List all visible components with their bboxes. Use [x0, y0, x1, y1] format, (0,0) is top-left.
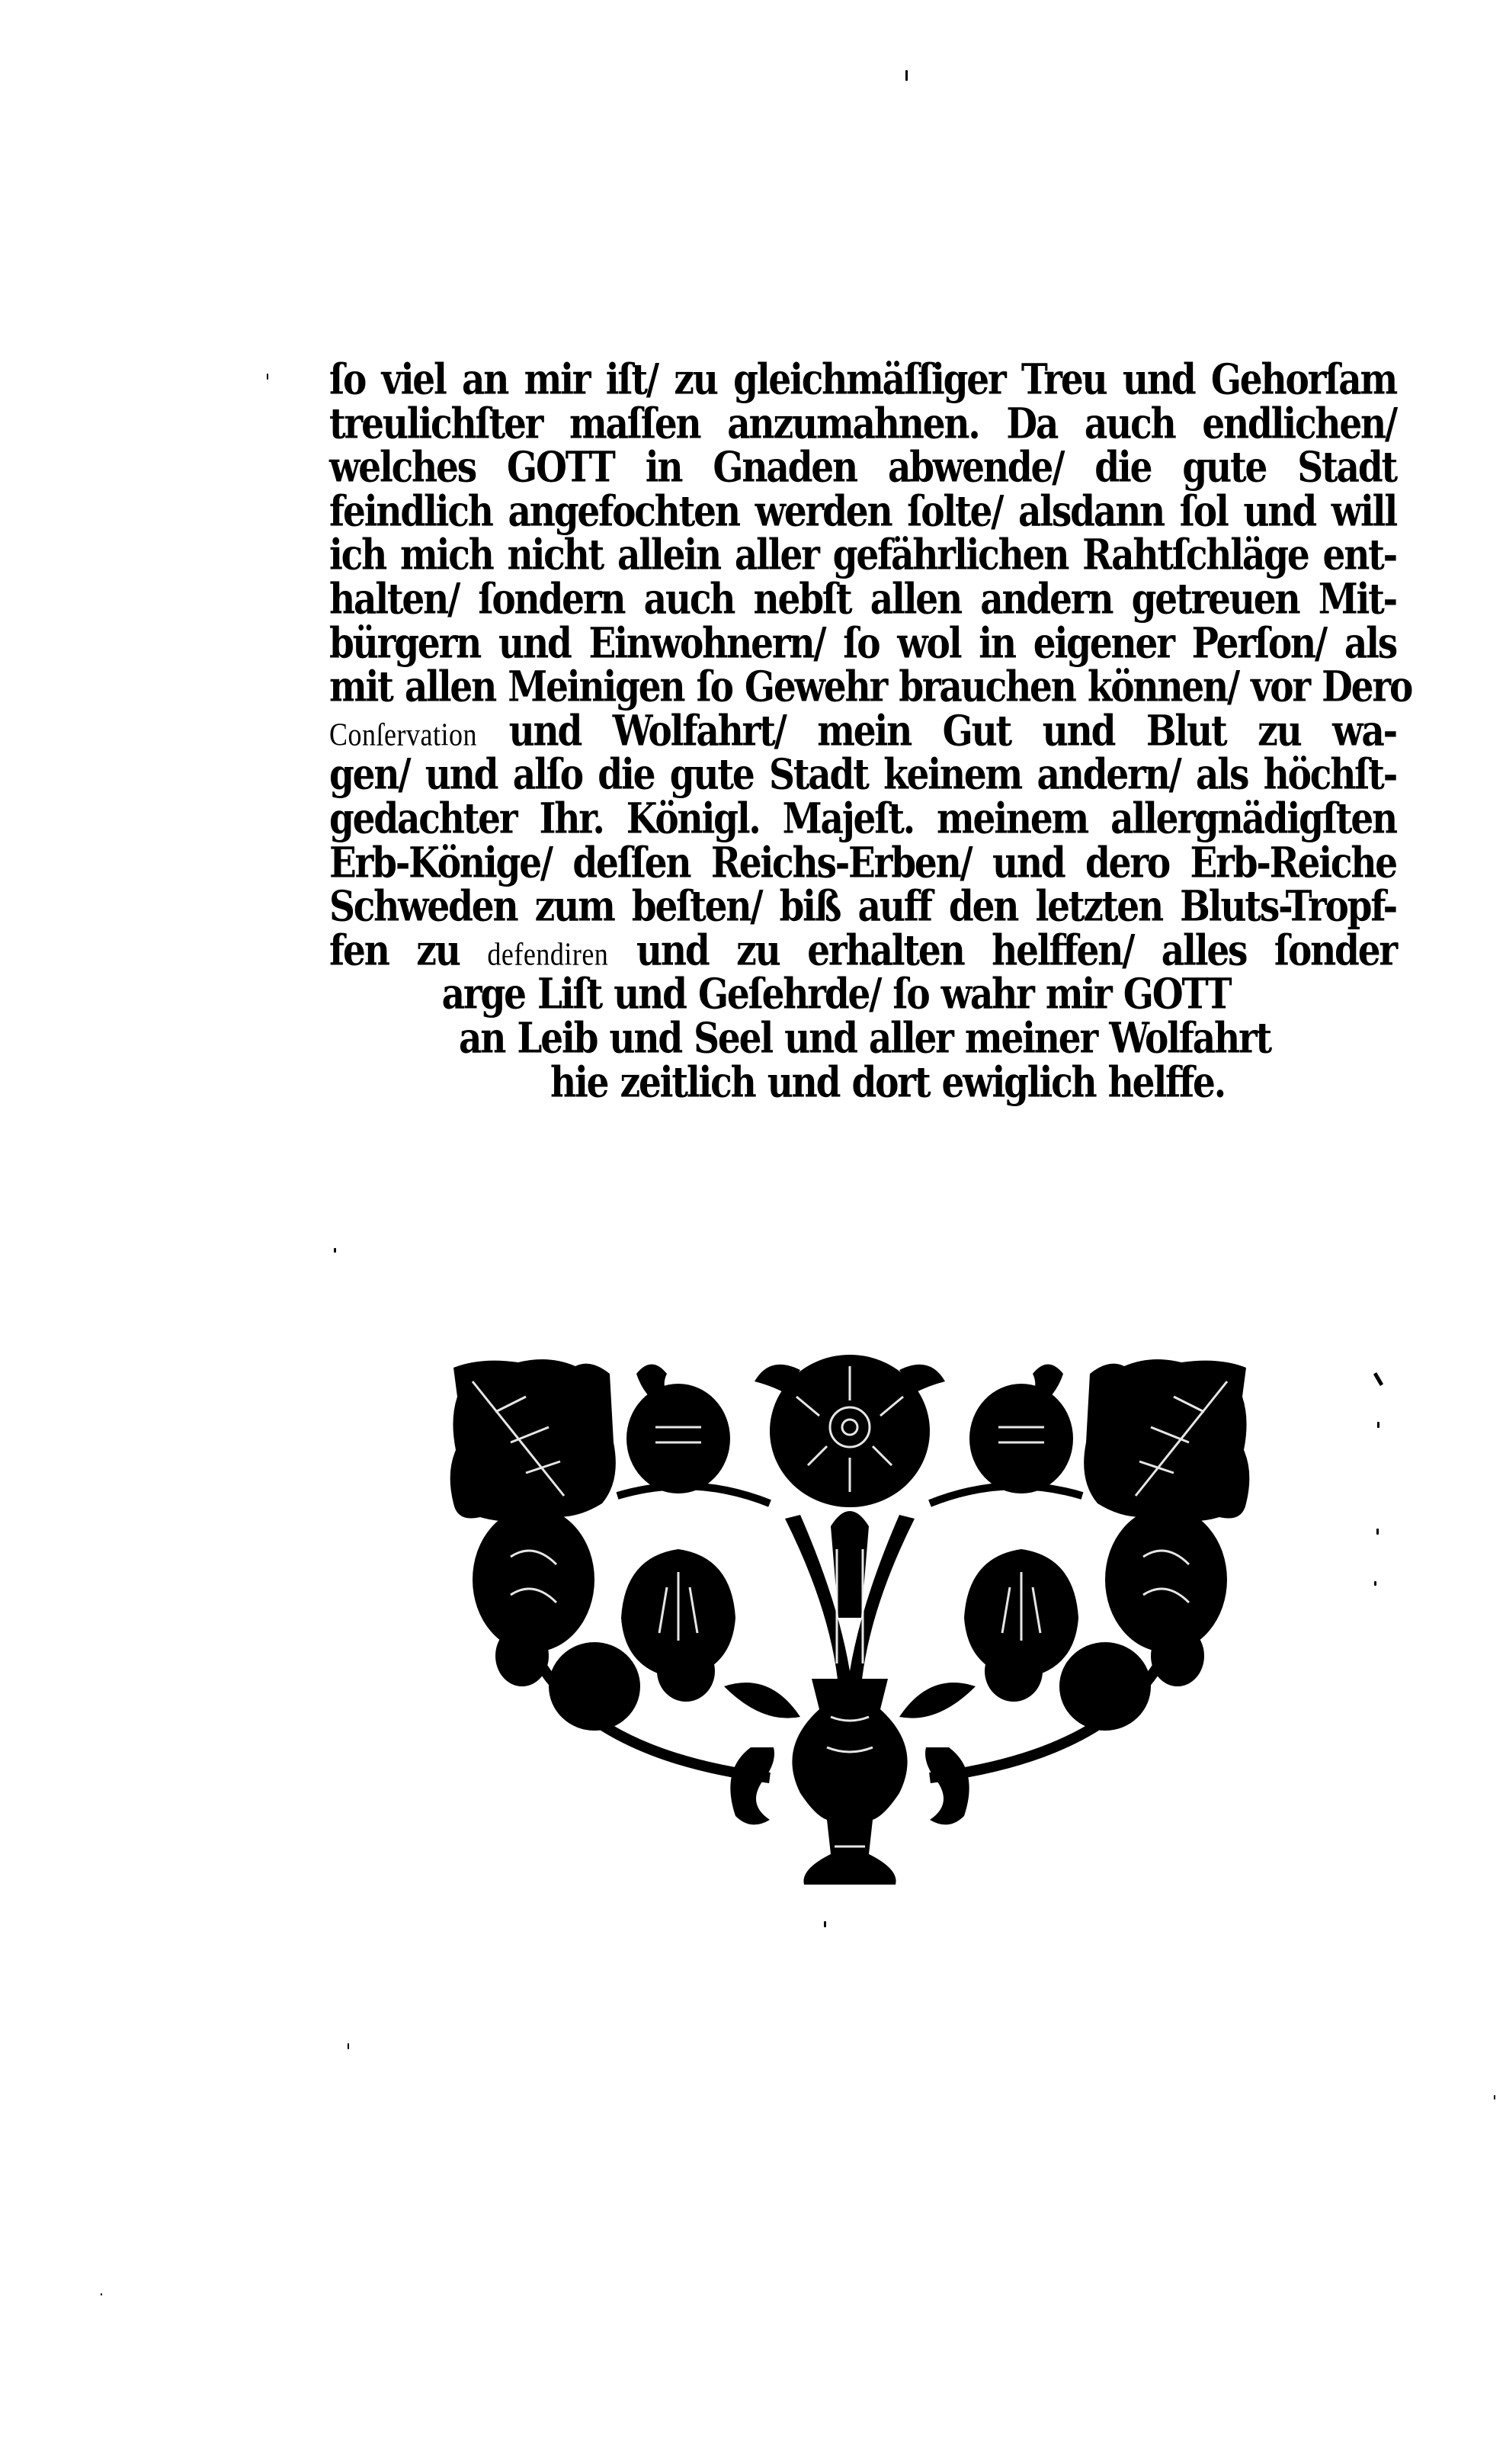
text-line-4: feindlich angefochten werden ſolte/ alsdann ſol und will	[329, 486, 1396, 537]
text-line-15: arge Liſt und Geſehrde/ ſo wahr mir GOTT	[441, 970, 1231, 1020]
scan-speck	[334, 1248, 336, 1253]
text-line-7: bürgern und Einwohnern/ ſo wol in eigener Perſon/ als	[329, 618, 1396, 669]
text-line-6: halten/ ſondern auch nebſt allen andern getreuen Mit-	[329, 574, 1396, 624]
text-line-17: hie zeitlich und dort ewiglich helffe.	[550, 1057, 1225, 1108]
text-line-14-rest: und zu erhalten helffen/ alles ſonder	[608, 926, 1396, 976]
text-line-5: ich mich nicht allein aller gefährlichen Rahtſchläge ent-	[329, 531, 1396, 581]
text-line-16: an Leib und Seel und aller meiner Wolfahrt	[459, 1013, 1271, 1064]
scan-speck	[1377, 1422, 1379, 1428]
scan-speck	[101, 2293, 102, 2296]
antiqua-word: defendiren	[487, 935, 609, 972]
text-line-3: welches GOTT in Gnaden abwende/ die gute Stadt	[329, 443, 1396, 493]
scan-speck	[1376, 1529, 1379, 1535]
text-line-14-pre: fen zu	[329, 926, 488, 976]
scan-speck	[267, 374, 268, 380]
antiqua-word: Conſervation	[329, 716, 477, 752]
text-line-8: mit allen Meinigen ſo Gewehr brauchen können/ vor Dero	[329, 663, 1412, 713]
body-text	[329, 355, 1412, 1108]
woodcut-vase-ornament-icon	[450, 1351, 1250, 1892]
scan-speck	[1494, 2095, 1495, 2100]
text-line-12: Erb-Könige/ deſſen Reichs-Erben/ und dero Erb-Reiche	[329, 838, 1396, 888]
text-line-13: Schweden zum beſten/ biß auff den letzten Bluts-Tropf-	[329, 882, 1396, 932]
text-line-11: gedachter Ihr. Königl. Majeſt. meinem allergnädigſten	[329, 794, 1396, 844]
scan-speck	[1373, 1372, 1383, 1386]
text-line-10: gen/ und alſo die gute Stadt keinem andern/ als höchſt-	[329, 750, 1396, 800]
scan-speck	[905, 70, 908, 81]
scan-speck	[1374, 1581, 1376, 1586]
scan-speck	[348, 2043, 349, 2049]
text-line-1: ſo viel an mir iſt/ zu gleichmäſſiger Treu und Gehorſam	[329, 355, 1396, 405]
text-line-2: treulichſter maſſen anzumahnen. Da auch endlichen/	[329, 399, 1396, 449]
text-line-9-rest: und Wolfahrt/ mein Gut und Blut zu wa-	[476, 706, 1396, 756]
scan-speck	[824, 1921, 826, 1927]
